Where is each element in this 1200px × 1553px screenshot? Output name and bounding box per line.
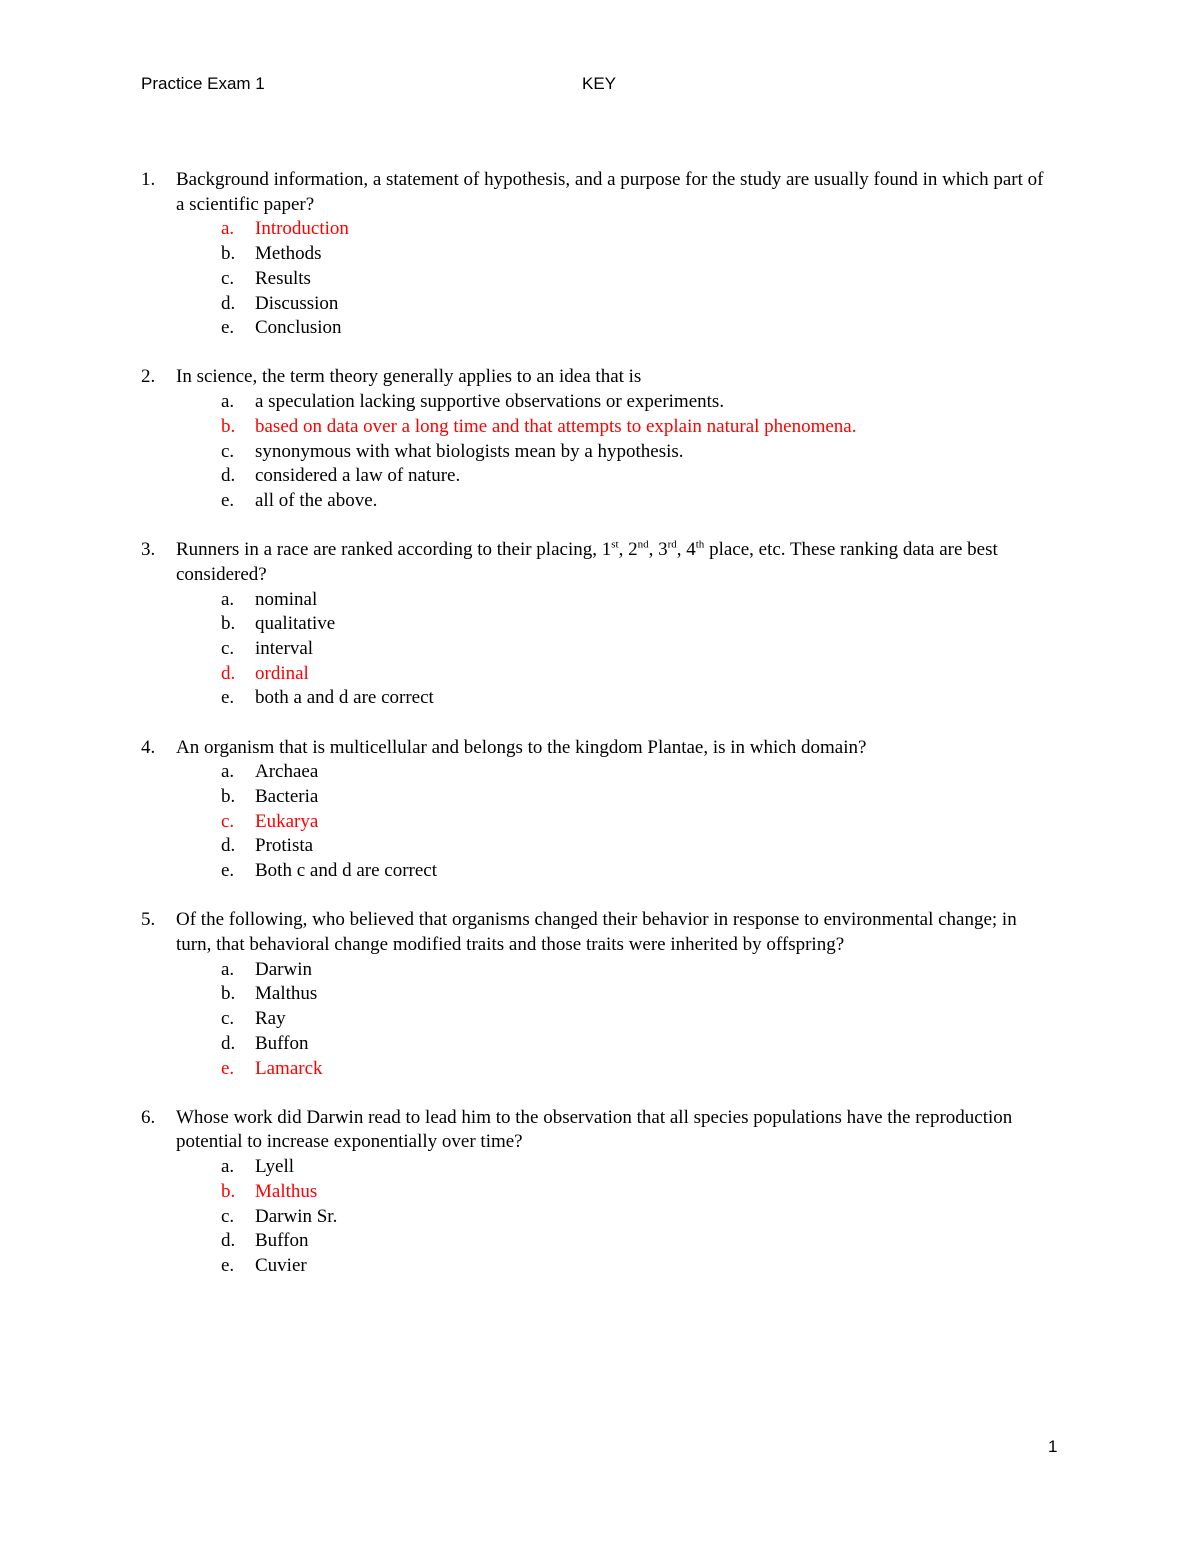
option-label: e. [221,687,235,709]
option-label: d. [221,292,236,314]
page-number: 1 [1048,1437,1058,1456]
answer-option [176,834,1051,859]
option-label: b. [221,243,236,265]
key-label: KEY [582,74,617,93]
answer-option [176,1155,1051,1180]
option-text: Cuvier [255,1254,307,1276]
option-text: qualitative [255,613,336,635]
option-label: e. [221,317,235,339]
correct-answer-option [176,415,1051,440]
answer-option [176,1254,1051,1279]
answer-options [176,217,1051,341]
question-number: 1. [141,169,156,190]
option-label: c. [221,1205,235,1227]
page-header [141,74,621,100]
option-text: Protista [255,835,314,857]
question-number: 3. [141,539,156,561]
question-text: Background information, a statement of hypothesis, and a purpose for the study are usually found in which part of a scientific paper? [176,169,1044,215]
answer-option [176,1032,1051,1057]
option-label: e. [221,1057,235,1079]
option-label: b. [221,1180,236,1202]
ordinal-suffix: th [695,538,705,551]
rank-number: 4 [686,539,696,561]
option-text: Both c and d are correct [255,860,437,882]
option-text: Bacteria [255,785,319,807]
option-label: c. [221,267,235,289]
ordinal-suffix: nd [637,538,649,551]
option-text: a speculation lacking supportive observations or experiments. [255,391,725,413]
answer-option [176,1229,1051,1254]
answer-option [176,760,1051,785]
answer-option [176,464,1051,489]
option-text: Eukarya [255,810,319,832]
question-number: 4. [141,736,156,758]
separator: , [676,539,687,561]
option-label: a. [221,391,235,413]
answer-options [176,390,1051,514]
question-number: 6. [141,1106,156,1128]
answer-options [176,760,1051,884]
option-label: b. [221,983,236,1005]
option-text: Darwin [255,958,312,980]
question-5 [141,908,1051,1081]
separator: , [618,539,629,561]
option-text: Discussion [255,292,339,314]
answer-options [176,1155,1051,1279]
question-list [141,168,1051,1303]
option-label: d. [221,465,236,487]
ordinal-suffix: st [611,538,619,551]
answer-option [176,637,1051,662]
option-text: Malthus [255,1180,318,1202]
question-number: 2. [141,366,156,388]
question-text-part: place, etc. These ranking data are best considered? [176,539,998,585]
option-label: d. [221,662,236,684]
correct-answer-option [176,1180,1051,1205]
option-text: Archaea [255,761,319,783]
answer-options [176,958,1051,1082]
option-text: Conclusion [255,317,342,339]
answer-option [176,859,1051,884]
option-text: Buffon [255,1230,309,1252]
answer-option [176,785,1051,810]
correct-answer-option [176,1057,1051,1082]
option-label: c. [221,1008,235,1030]
answer-option [176,489,1051,514]
option-text: Results [255,267,311,289]
option-text: Introduction [255,218,349,240]
correct-answer-option [176,662,1051,687]
answer-option [176,316,1051,341]
option-text: Methods [255,243,322,265]
question-text: In science, the term theory generally applies to an idea that is [176,366,642,388]
option-text: interval [255,637,314,659]
answer-option [176,982,1051,1007]
ordinal-suffix: rd [667,538,677,551]
question-text: An organism that is multicellular and belongs to the kingdom Plantae, is in which domain? [176,736,867,758]
answer-option [176,267,1051,292]
option-label: d. [221,1230,236,1252]
option-label: e. [221,1254,235,1276]
answer-options [176,588,1051,712]
rank-number: 2 [628,539,638,561]
option-label: b. [221,785,236,807]
question-text: Of the following, who believed that organisms changed their behavior in response to environmental change; in turn, that behavioral change modified traits and those traits were inherited by offspring? [176,909,1017,955]
option-text: Darwin Sr. [255,1205,338,1227]
rank-number: 3 [658,539,668,561]
option-label: b. [221,415,236,437]
answer-option [176,390,1051,415]
answer-option [176,612,1051,637]
option-label: a. [221,588,235,610]
answer-option [176,440,1051,465]
option-text: based on data over a long time and that attempts to explain natural phenomena. [255,415,857,437]
question-6 [141,1106,1051,1279]
option-text: all of the above. [255,489,378,511]
answer-option [176,292,1051,317]
answer-option [176,588,1051,613]
separator: , [648,539,659,561]
option-label: d. [221,1032,236,1054]
option-label: c. [221,810,235,832]
answer-option [176,1205,1051,1230]
document-title: Practice Exam 1 [141,74,265,93]
answer-option [176,1007,1051,1032]
option-label: c. [221,440,235,462]
option-text: synonymous with what biologists mean by a hypothesis. [255,440,684,462]
option-text: considered a law of nature. [255,465,461,487]
question-number: 5. [141,909,156,931]
option-text: ordinal [255,662,309,684]
question-1 [141,168,1051,341]
option-label: e. [221,860,235,882]
question-3 [141,538,1051,711]
option-label: a. [221,218,235,240]
option-text: Lyell [255,1156,295,1178]
question-text-part: Runners in a race are ranked according to their placing, [176,539,602,561]
correct-answer-option [176,217,1051,242]
correct-answer-option [176,810,1051,835]
option-text: Malthus [255,983,318,1005]
answer-option [176,958,1051,983]
option-text: nominal [255,588,318,610]
option-label: d. [221,835,236,857]
option-label: a. [221,1156,235,1178]
option-label: b. [221,613,236,635]
option-label: e. [221,489,235,511]
rank-number: 1 [601,539,612,561]
question-text: Whose work did Darwin read to lead him to the observation that all species populations have the reproduction potential to increase exponentially over time? [176,1106,1013,1153]
option-label: c. [221,637,235,659]
answer-option [176,242,1051,267]
option-label: a. [221,958,235,980]
option-text: Ray [255,1008,286,1030]
question-text [176,538,1051,587]
answer-option [176,686,1051,711]
question-4 [141,736,1051,884]
option-label: a. [221,761,235,783]
option-text: both a and d are correct [255,687,434,709]
option-text: Lamarck [255,1057,323,1079]
question-2 [141,365,1051,513]
option-text: Buffon [255,1032,309,1054]
